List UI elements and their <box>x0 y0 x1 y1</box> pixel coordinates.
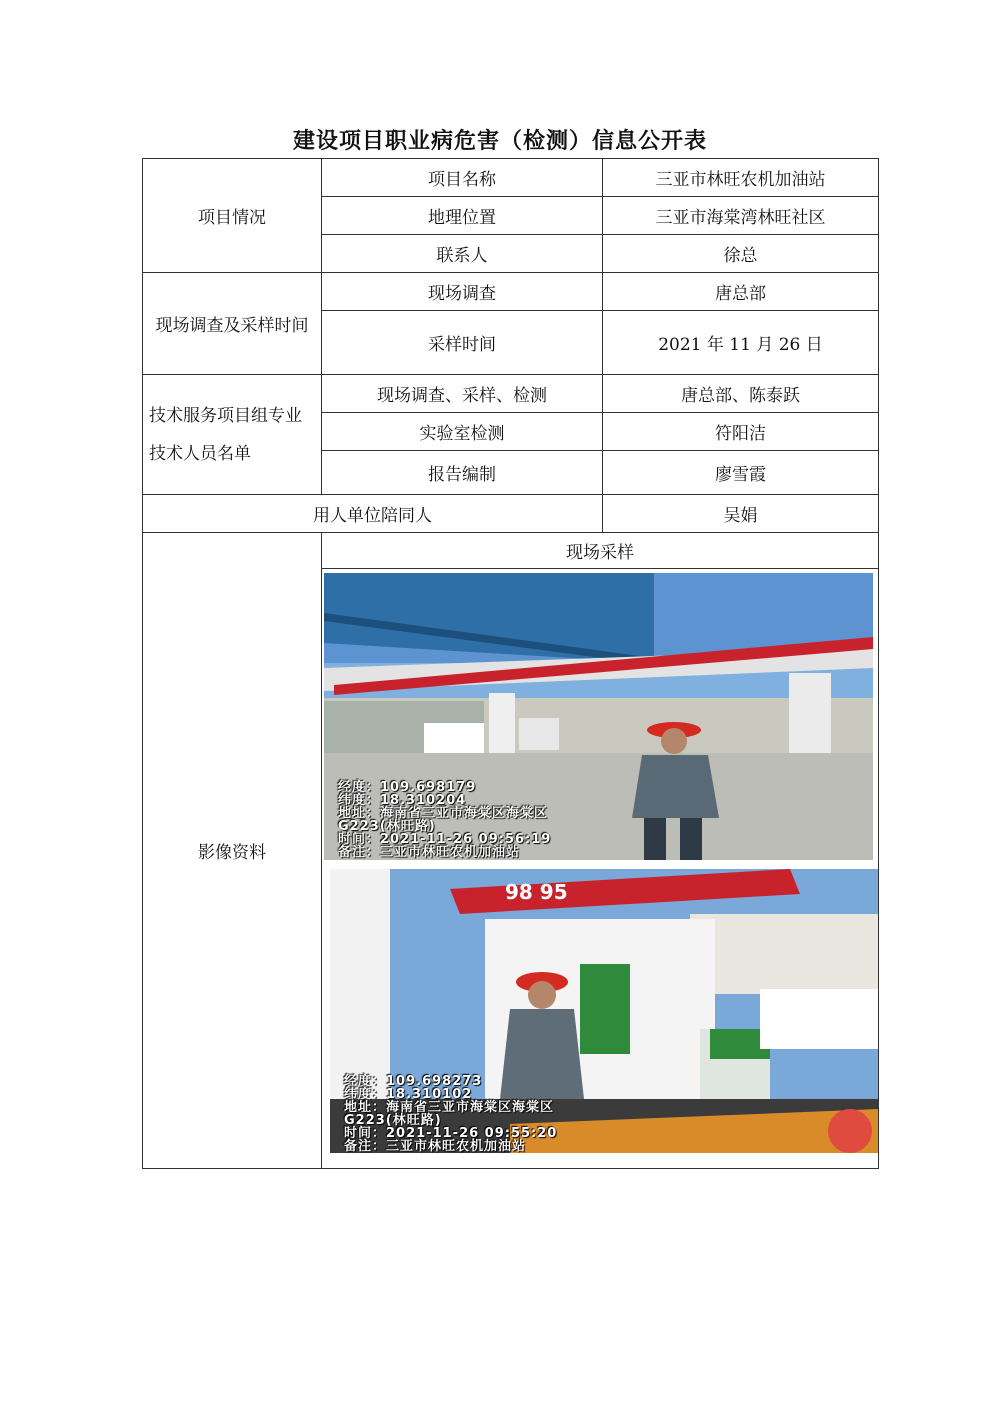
photo2-address: 地址：海南省三亚市海棠区海棠区 <box>344 1100 555 1115</box>
site-photo-1 <box>324 573 873 860</box>
survey-label: 现场调查 <box>322 273 603 311</box>
photo1-note: 备注：三亚市林旺农机加油站 <box>338 845 521 860</box>
section-images: 影像资料 <box>143 533 322 1169</box>
photo2-overlay <box>344 1075 557 1153</box>
photo1-time: 时间：2021-11-26 09:56:19 <box>338 832 552 847</box>
images-header: 现场采样 <box>322 533 879 569</box>
report-value: 廖雪霞 <box>603 451 879 495</box>
photo2-note: 备注：三亚市林旺农机加油站 <box>344 1139 527 1153</box>
accompany-label: 用人单位陪同人 <box>143 495 603 533</box>
project-name-label: 项目名称 <box>322 159 603 197</box>
sampling-time-label: 采样时间 <box>322 311 603 375</box>
photo1-road: G223(林旺路) <box>338 819 436 834</box>
field-work-label: 现场调查、采样、检测 <box>322 375 603 413</box>
section-team-line2: 技术人员名单 <box>149 443 251 464</box>
project-name-value: 三亚市林旺农机加油站 <box>603 159 879 197</box>
location-value: 三亚市海棠湾林旺社区 <box>603 197 879 235</box>
section-team-line1: 技术服务项目组专业 <box>149 405 302 426</box>
lab-value: 符阳洁 <box>603 413 879 451</box>
site-photo-2 <box>330 869 878 1153</box>
photo1-latitude: 纬度：18.310204 <box>338 793 467 808</box>
location-label: 地理位置 <box>322 197 603 235</box>
survey-value: 唐总部 <box>603 273 879 311</box>
contact-label: 联系人 <box>322 235 603 273</box>
photo2-road: G223(林旺路) <box>344 1113 442 1128</box>
section-team <box>143 375 322 495</box>
photo2-latitude: 纬度：18.310102 <box>344 1087 473 1102</box>
report-label: 报告编制 <box>322 451 603 495</box>
page-title: 建设项目职业病危害（检测）信息公开表 <box>292 128 707 154</box>
lab-label: 实验室检测 <box>322 413 603 451</box>
photo2-time: 时间：2021-11-26 09:55:20 <box>344 1126 558 1141</box>
accompany-value: 吴娟 <box>603 495 879 533</box>
photo2-longitude: 经度：109.698273 <box>344 1074 483 1089</box>
photo1-overlay <box>338 781 551 859</box>
photo1-longitude: 经度：109.698179 <box>338 780 477 795</box>
canopy-sign: 98 95 <box>505 880 568 904</box>
sampling-time-value: 2021 年 11 月 26 日 <box>603 311 879 375</box>
contact-value: 徐总 <box>603 235 879 273</box>
section-survey: 现场调查及采样时间 <box>143 273 322 375</box>
photo1-address: 地址：海南省三亚市海棠区海棠区 <box>338 806 549 821</box>
section-project: 项目情况 <box>143 159 322 273</box>
field-work-value: 唐总部、陈泰跃 <box>603 375 879 413</box>
